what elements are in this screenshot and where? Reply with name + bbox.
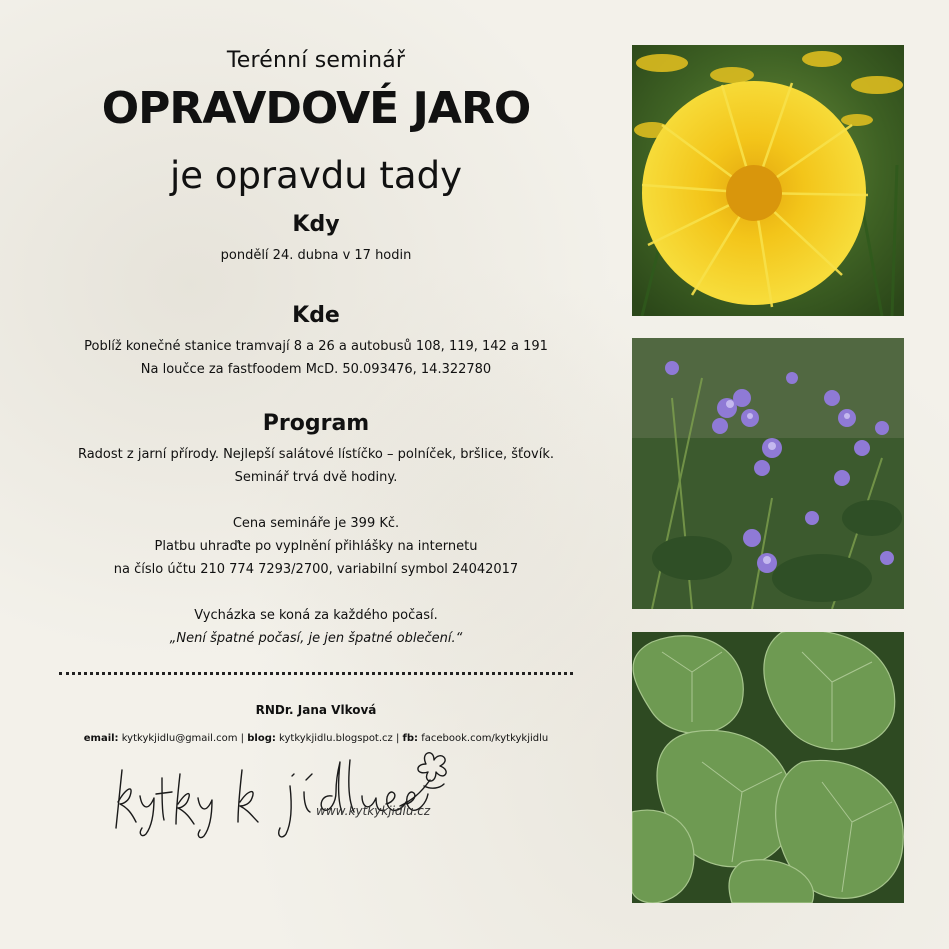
author-name: RNDr. Jana Vlková: [255, 703, 377, 717]
program-line-2: Seminář trvá dvě hodiny.: [234, 470, 398, 485]
weather-quote: „Není špatné počasí, je jen špatné oblečení.“: [169, 631, 463, 646]
email-label: email:: [83, 733, 119, 744]
where-heading: Kde: [292, 303, 340, 328]
contact-separator: |: [392, 733, 403, 744]
purple-flowers-photo: [632, 338, 904, 609]
facebook-link[interactable]: facebook.com/kytkykjidlu: [421, 733, 549, 744]
dotted-divider: [59, 672, 573, 675]
fb-label: fb:: [402, 733, 419, 744]
when-text: pondělí 24. dubna v 17 hodin: [220, 248, 412, 263]
where-line-1: Poblíž konečné stanice tramvají 8 a 26 a autobusů 108, 119, 142 a 191: [84, 339, 548, 354]
where-line-2: Na loučce za fastfoodem McD. 50.093476, 14.322780: [140, 362, 492, 377]
green-leaves-photo-icon: [632, 632, 904, 903]
pretitle: Terénní seminář: [226, 48, 406, 73]
payment-line-2: na číslo účtu 210 774 7293/2700, variabilní symbol 24042017: [113, 562, 519, 577]
when-heading: Kdy: [292, 212, 340, 237]
poster-title: OPRAVDOVÉ JARO: [101, 83, 531, 134]
payment-line-1: Platbu uhraďte po vyplnění přihlášky na internetu: [154, 539, 478, 554]
blog-link[interactable]: kytkykjidlu.blogspot.cz: [279, 733, 393, 744]
poster-subtitle: je opravdu tady: [170, 154, 462, 197]
dandelion-photo: [632, 45, 904, 316]
dandelion-photo-icon: [632, 45, 904, 316]
price-text: Cena semináře je 399 Kč.: [232, 516, 400, 531]
program-line-1: Radost z jarní přírody. Nejlepší salátové lístíčko – polníček, bršlice, šťovík.: [77, 447, 555, 462]
kytky-k-jidlu-signature-logo: [100, 730, 460, 840]
email-link[interactable]: kytkykjidlu@gmail.com: [121, 733, 238, 744]
logo-website[interactable]: www.kytkykjidlu.cz: [316, 804, 431, 818]
green-leaves-photo: [632, 632, 904, 903]
contact-separator: |: [237, 733, 248, 744]
blog-label: blog:: [247, 733, 276, 744]
purple-flowers-photo-icon: [632, 338, 904, 609]
weather-text: Vycházka se koná za každého počasí.: [194, 608, 438, 623]
program-heading: Program: [262, 411, 370, 436]
